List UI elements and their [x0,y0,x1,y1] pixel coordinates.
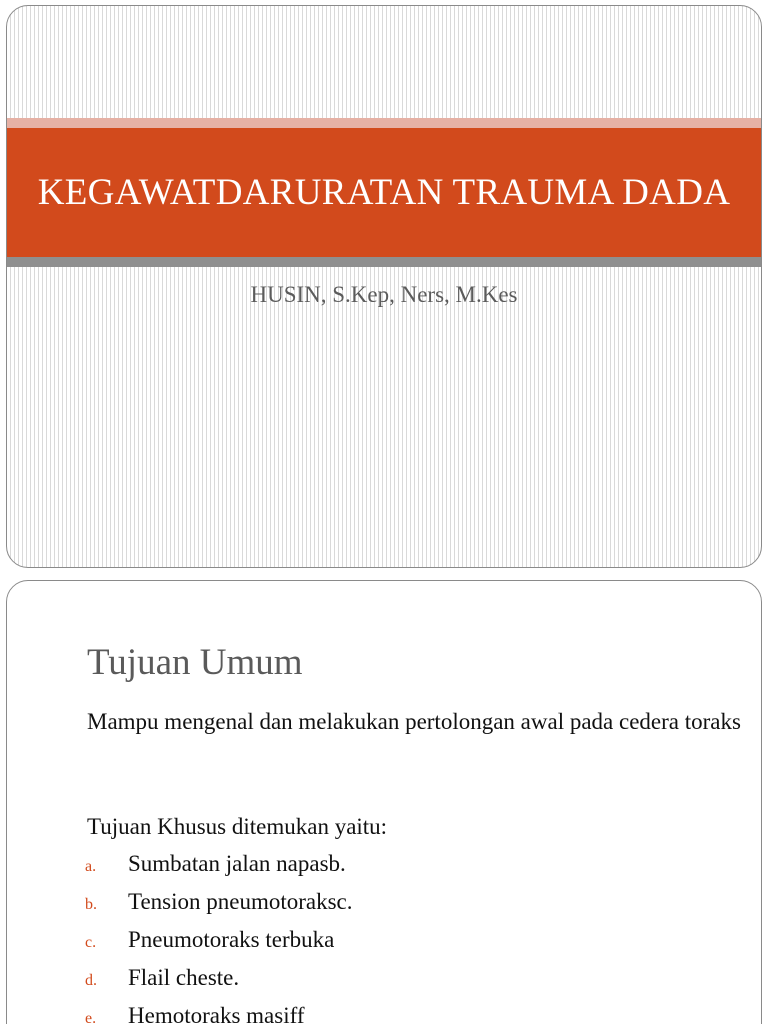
list-item-text: Sumbatan jalan napasb. [128,851,346,876]
content-slide [6,580,762,1024]
list-marker: c. [85,934,97,951]
list-item-text: Hemotoraks masiff [128,1003,305,1024]
list-item [85,965,353,1003]
list-item [85,927,353,965]
title-band-top-stripe [7,118,761,128]
list-item-text: Flail cheste. [128,965,240,990]
list-marker: e. [85,1010,97,1024]
list-marker: b. [85,896,97,913]
list-item-text: Pneumotoraks terbuka [128,927,335,952]
title-band-bottom-stripe [7,257,761,267]
title-slide [6,5,762,568]
slide-title: KEGAWATDARURATAN TRAUMA DADA [37,172,731,213]
list-item-text: Tension pneumotoraksc. [128,889,353,914]
content-subheading: Tujuan Khusus ditemukan yaitu: [87,814,388,839]
list-marker: d. [85,972,97,989]
slide-subtitle: HUSIN, S.Kep, Ners, M.Kes [250,282,518,307]
content-heading: Tujuan Umum [87,642,303,683]
title-band [7,128,761,257]
list-item [85,889,353,927]
list-item [85,1003,353,1024]
content-paragraph: Mampu mengenal dan melakukan pertolongan awal pada cedera toraks [87,709,741,734]
objectives-list [85,851,353,1024]
list-item [85,851,353,889]
list-marker: a. [85,858,97,875]
